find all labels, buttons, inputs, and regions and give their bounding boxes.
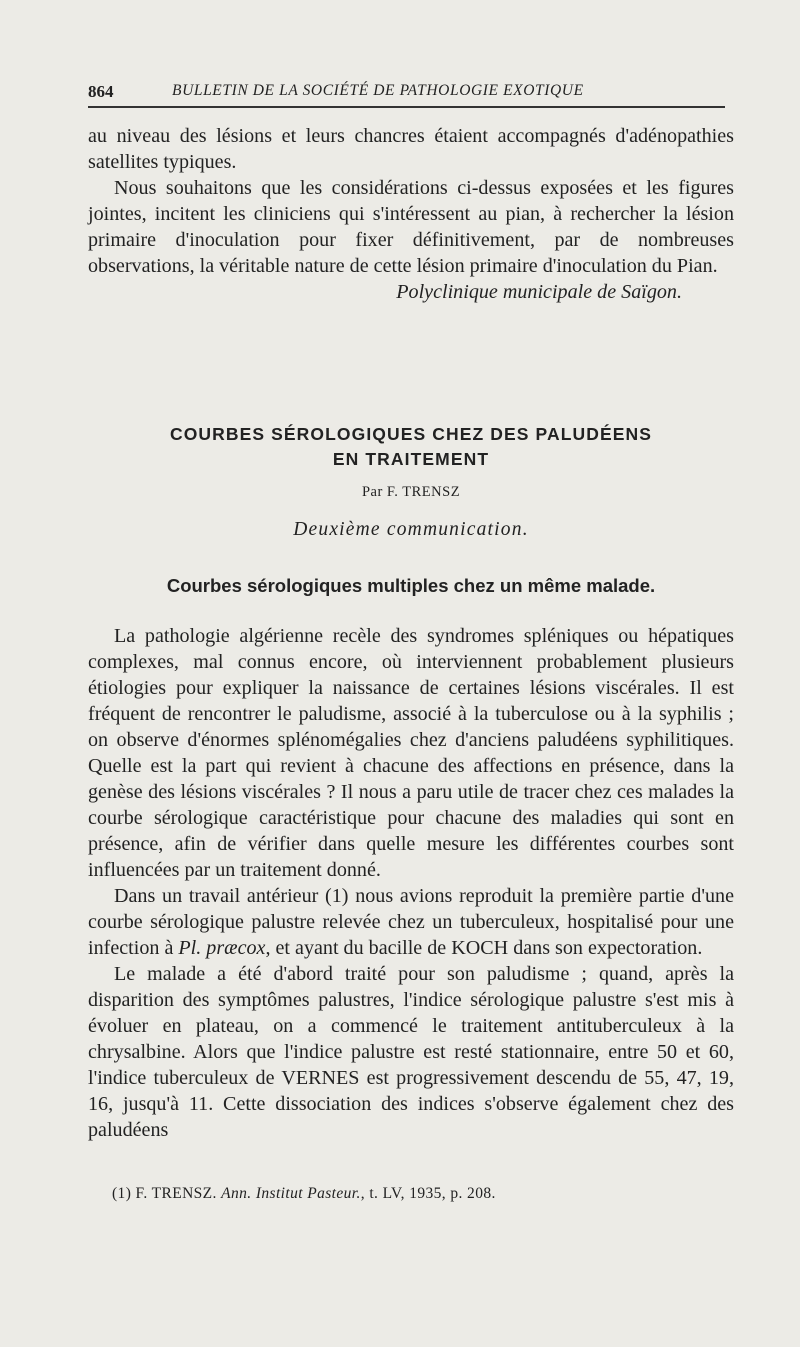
- author-byline: Par F. TRENSZ: [361, 484, 461, 500]
- journal-title: BULLETIN DE LA SOCIÉTÉ DE PATHOLOGIE EXOTIQUE: [172, 82, 584, 99]
- running-head: [88, 80, 725, 114]
- page-number: 864: [88, 82, 114, 101]
- species-name: Pl. præcox: [178, 937, 266, 959]
- article-title-line: EN TRAITEMENT: [332, 449, 490, 469]
- section-heading: Courbes sérologiques multiples chez un même malade.: [166, 575, 656, 596]
- header-rule: [88, 106, 725, 108]
- article-body: [88, 623, 734, 1143]
- body-paragraph: La pathologie algérienne recèle des syndromes spléniques ou hépatiques complexes, mal connus encore, où interviennent probablement plusieurs étiologies pour expliquer la naissance de certaines lésions viscérales. Il est fréquent de rencontrer le paludisme, associé à la tuberculose ou à la syphilis ; on observe d'énormes splénomégalies chez d'anciens paludéens syphilitiques. Quelle est la part qui revient à chacune des affections en présence, dans la genèse des lésions viscérales ? Il nous a paru utile de tracer chez ces malades la courbe sérologique caractéristique pour chacune des maladies qui sont en présence, afin de vérifier dans quelle mesure les différentes courbes sont influencées par un traitement donné.: [88, 625, 734, 881]
- article-title-line: COURBES SÉROLOGIQUES CHEZ DES PALUDÉENS: [169, 424, 653, 444]
- previous-article-ending: [88, 123, 734, 305]
- communication-subtitle: Deuxième communication.: [293, 519, 529, 540]
- footnote-text: , t. LV, 1935, p. 208.: [360, 1185, 496, 1202]
- body-paragraph: Le malade a été d'abord traité pour son paludisme ; quand, après la disparition des symptômes palustres, l'indice sérologique palustre s'est mis à évoluer en plateau, on a commencé le traitement antituberculeux à la chrysalbine. Alors que l'indice palustre est resté stationnaire, entre 50 et 60, l'indice tuberculeux de VERNES est progressivement descendu de 55, 47, 19, 16, jusqu'à 11. Cette dissociation des indices s'observe également chez des paludéens: [88, 963, 734, 1141]
- continuation-paragraph: au niveau des lésions et leurs chancres étaient accompagnés d'adénopathies satellites typiques.: [88, 125, 734, 173]
- continuation-paragraph: Nous souhaitons que les considérations ci-dessus exposées et les figures jointes, incitent les cliniciens qui s'intéressent au pian, à rechercher la lésion primaire d'inoculation pour fixer définitivement, par de nombreuses observations, la véritable nature de cette lésion primaire d'inoculation du Pian.: [88, 177, 734, 277]
- footnote-journal: Ann. Institut Pasteur.: [221, 1185, 361, 1202]
- body-text: , et ayant du bacille de KOCH dans son expectoration.: [265, 937, 703, 959]
- body-text: Dans un travail antérieur (1) nous avions reproduit la première partie d'une courbe sérologique palustre relevée chez un tuberculeux, hospitalisé pour une infection à: [88, 885, 734, 959]
- footnote: [112, 1185, 734, 1203]
- footnote-text: (1) F. TRENSZ.: [112, 1185, 222, 1202]
- article-title: [88, 422, 734, 472]
- body-paragraph: [88, 883, 734, 961]
- article-signature: Polyclinique municipale de Saïgon.: [396, 281, 682, 303]
